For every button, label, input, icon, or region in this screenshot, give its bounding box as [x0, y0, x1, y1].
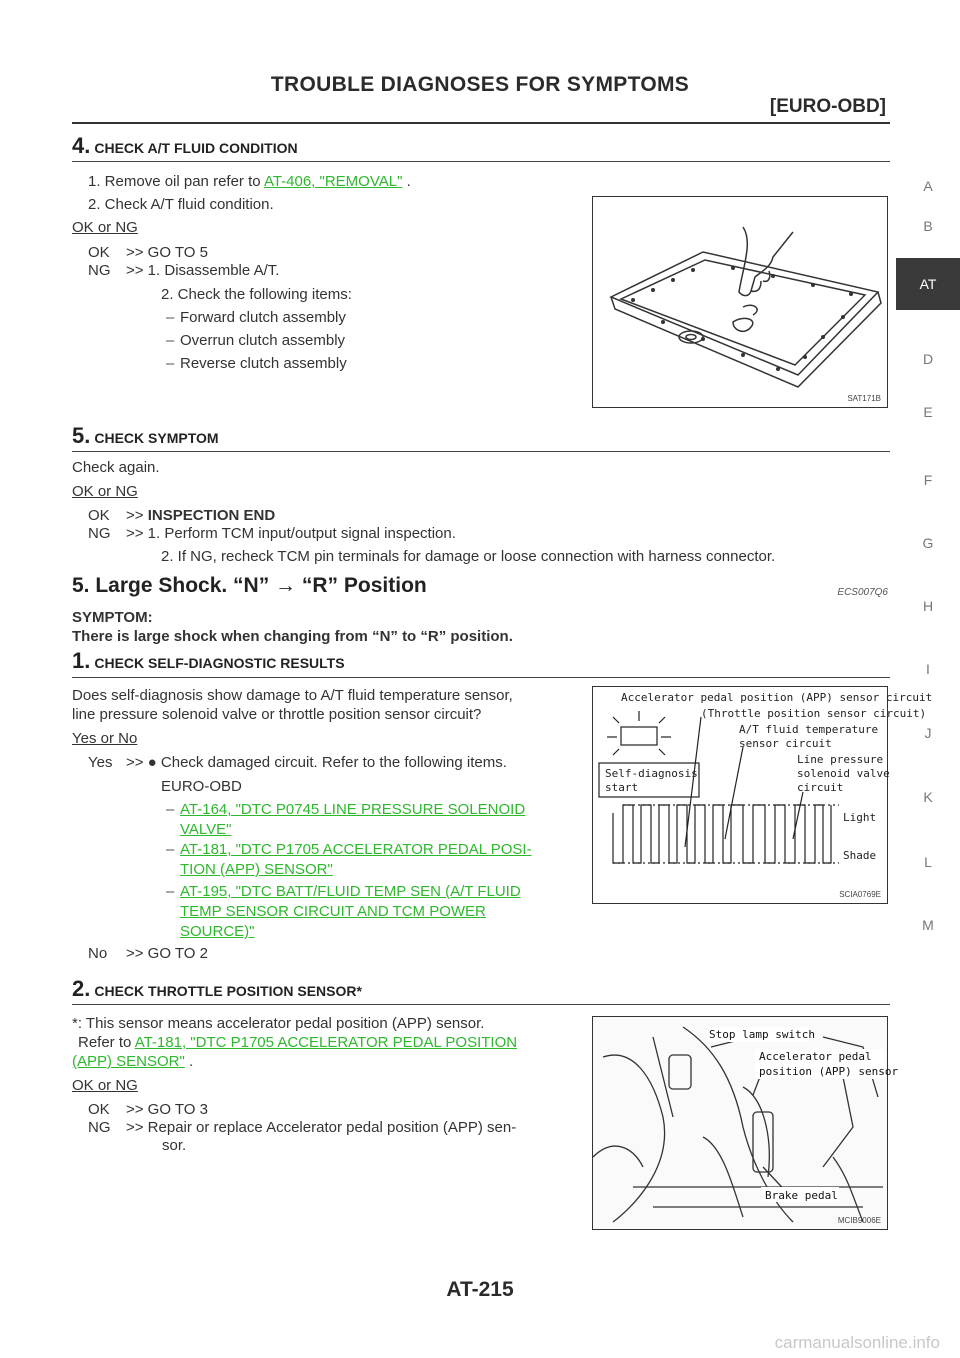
ok-text: >> GO TO 3 — [126, 1101, 208, 1118]
step5-okng: OK or NG — [72, 483, 138, 500]
step4-line2: 2. Check A/T fluid condition. — [88, 196, 274, 213]
fig-label-light: Light — [843, 811, 877, 824]
side-tab-k[interactable]: K — [923, 789, 933, 805]
no-keyword: No — [88, 945, 108, 962]
ok-text: >> GO TO 5 — [126, 244, 208, 261]
step5-rule — [72, 451, 890, 452]
fig-label-lp-1: Line pressure — [797, 753, 884, 766]
step4-line1-post: . — [402, 173, 411, 190]
step4-heading — [72, 133, 298, 159]
step2-number: 2. — [72, 976, 91, 1001]
ok-arrow: >> — [126, 507, 148, 524]
list-item: – AT-181, "DTC P1705 ACCELERATOR PEDAL POSI- TION (APP) SENSOR" — [166, 841, 532, 878]
link-at-181-cont[interactable]: TION (APP) SENSOR" — [180, 861, 333, 878]
figure-caption: SCIA0769E — [839, 890, 881, 899]
page-header-title: TROUBLE DIAGNOSES FOR SYMPTOMS — [270, 73, 690, 96]
refer-post: . — [184, 1053, 194, 1070]
euro-obd-label: EURO-OBD — [161, 778, 242, 795]
link-at-195-cont[interactable]: TEMP SENSOR CIRCUIT AND TCM POWER — [180, 903, 486, 920]
step1-yesno: Yes or No — [72, 730, 138, 747]
ng-text: >> Repair or replace Accelerator pedal position (APP) sen- — [126, 1119, 517, 1136]
fig-label-lp-2: solenoid valve — [797, 767, 890, 780]
step1-heading — [72, 648, 345, 674]
step2-refer-line2 — [72, 1052, 193, 1072]
step2-heading — [72, 976, 362, 1002]
step5-number: 5. — [72, 423, 91, 448]
ng-keyword: NG — [88, 525, 111, 542]
step2-rule — [72, 1004, 890, 1005]
self-diagnosis-diagram — [593, 687, 933, 903]
fig-label-self-1: Self-diagnosis — [605, 767, 698, 780]
list-item: – Reverse clutch assembly — [166, 355, 347, 372]
figure-caption: SAT171B — [847, 394, 881, 403]
list-item-text: Forward clutch assembly — [180, 309, 346, 326]
side-tab-h[interactable]: H — [922, 598, 934, 614]
link-at-181[interactable]: AT-181, "DTC P1705 ACCELERATOR PEDAL POSI- — [180, 841, 532, 858]
link-at-181-app-cont[interactable]: (APP) SENSOR" — [72, 1053, 185, 1070]
section-code: ECS007Q6 — [837, 587, 888, 598]
symptom-text: There is large shock when changing from “N” to “R” position. — [72, 628, 513, 645]
list-item-text: Overrun clutch assembly — [180, 332, 346, 349]
figure-pedal-area — [592, 1016, 899, 1230]
fig-label-app: Accelerator pedal position (APP) sensor circuit — [621, 691, 933, 704]
ok-keyword: OK — [88, 244, 110, 261]
link-at-164-cont[interactable]: VALVE" — [180, 821, 232, 838]
step1-rule — [72, 677, 890, 678]
step5-ng-sub: 2. If NG, recheck TCM pin terminals for damage or loose connection with harness connector. — [161, 548, 776, 565]
step1-no-row — [88, 944, 208, 964]
ok-keyword: OK — [88, 1101, 110, 1118]
refer-text: Refer to — [78, 1034, 135, 1051]
page-number: AT-215 — [446, 1278, 514, 1301]
ng-text: >> 1. Disassemble A/T. — [126, 262, 280, 279]
step5-ok-row — [88, 506, 275, 526]
step1-label: CHECK SELF-DIAGNOSTIC RESULTS — [94, 655, 345, 671]
step4-rule — [72, 161, 890, 162]
step4-label: CHECK A/T FLUID CONDITION — [94, 140, 298, 156]
side-tab-e[interactable]: E — [923, 404, 933, 420]
yes-keyword: Yes — [88, 754, 113, 771]
step4-ng-sub: 2. Check the following items: — [161, 286, 352, 303]
side-tab-m[interactable]: M — [922, 917, 934, 933]
step5-text: Check again. — [72, 459, 160, 476]
list-item-text: Reverse clutch assembly — [180, 355, 347, 372]
list-item: – AT-195, "DTC BATT/FLUID TEMP SEN (A/T FLUID TEMP SENSOR CIRCUIT AND TCM POWER SOURCE)" — [166, 883, 521, 940]
ok-keyword: OK — [88, 507, 110, 524]
link-at-181-app[interactable]: AT-181, "DTC P1705 ACCELERATOR PEDAL POSITION — [134, 1034, 518, 1051]
fig-label-self-2: start — [605, 781, 639, 794]
step4-ok-row — [88, 243, 208, 263]
side-tab-j[interactable]: J — [924, 725, 932, 741]
side-tab-g[interactable]: G — [922, 535, 934, 551]
link-at-406-removal[interactable]: AT-406, "REMOVAL" — [263, 173, 403, 190]
step4-line1 — [88, 172, 411, 192]
step2-ng-text-cont: sor. — [162, 1137, 187, 1154]
fig-label-acc-2: position (APP) sensor — [759, 1065, 899, 1078]
step2-text-line1: *: This sensor means accelerator pedal position (APP) sensor. — [72, 1015, 485, 1032]
pedal-area-illustration — [593, 1017, 899, 1229]
header-rule — [72, 122, 890, 124]
fig-label-brake: Brake pedal — [765, 1189, 838, 1202]
step1-number: 1. — [72, 648, 91, 673]
step5-heading — [72, 423, 219, 449]
side-tab-l[interactable]: L — [924, 854, 932, 870]
step1-text-line2: line pressure solenoid valve or throttle position sensor circuit? — [72, 706, 482, 723]
fig-label-fluid-1: A/T fluid temperature — [739, 723, 879, 736]
link-at-195[interactable]: AT-195, "DTC BATT/FLUID TEMP SEN (A/T FLUID — [180, 883, 521, 900]
ng-keyword: NG — [88, 262, 111, 279]
side-tab-b[interactable]: B — [923, 218, 933, 234]
fig-label-lp-3: circuit — [797, 781, 844, 794]
list-item: – AT-164, "DTC P0745 LINE PRESSURE SOLENOID VALVE" — [166, 801, 526, 838]
step5-label: CHECK SYMPTOM — [94, 430, 219, 446]
fig-label-fluid-2: sensor circuit — [739, 737, 832, 750]
step2-label: CHECK THROTTLE POSITION SENSOR* — [94, 983, 362, 999]
no-text: >> GO TO 2 — [126, 945, 208, 962]
fig-label-tps: (Throttle position sensor circuit) — [701, 707, 927, 720]
side-tab-a[interactable]: A — [923, 178, 933, 194]
step5-ng-row — [88, 524, 456, 544]
ng-keyword: NG — [88, 1119, 111, 1136]
figure-caption: MCIB9006E — [837, 1216, 881, 1225]
list-item: – Overrun clutch assembly — [166, 332, 346, 349]
fig-label-shade: Shade — [843, 849, 877, 862]
section-title: 5. Large Shock. “N” → “R” Position — [72, 574, 427, 597]
fig-label-acc-1: Accelerator pedal — [759, 1050, 872, 1063]
figure-self-diagnosis — [592, 686, 933, 904]
side-tab-at[interactable]: AT — [896, 258, 960, 310]
ng-text: >> 1. Perform TCM input/output signal inspection. — [126, 525, 456, 542]
list-item: – Forward clutch assembly — [166, 309, 346, 326]
symptom-label: SYMPTOM: — [72, 609, 153, 626]
fig-label-stop-lamp: Stop lamp switch — [709, 1028, 815, 1041]
oil-pan-illustration — [593, 197, 887, 407]
link-at-164[interactable]: AT-164, "DTC P0745 LINE PRESSURE SOLENOID — [180, 801, 526, 818]
side-tab-f[interactable]: F — [923, 472, 933, 488]
step4-okng: OK or NG — [72, 219, 138, 236]
step2-okng: OK or NG — [72, 1077, 138, 1094]
watermark: carmanualsonline.info — [774, 1333, 940, 1352]
step2-refer-line1 — [78, 1033, 517, 1053]
side-tab-d[interactable]: D — [922, 351, 934, 367]
step2-ok-row — [88, 1100, 208, 1120]
link-at-195-cont2[interactable]: SOURCE)" — [180, 923, 255, 940]
figure-oil-pan — [592, 196, 888, 408]
yes-text: >> ● Check damaged circuit. Refer to the following items. — [126, 754, 507, 771]
side-tab-i[interactable]: I — [926, 661, 930, 677]
step4-number: 4. — [72, 133, 91, 158]
step4-line1-text: 1. Remove oil pan refer to — [88, 173, 264, 190]
step2-ng-row — [88, 1118, 516, 1138]
page-header-subtitle: [EURO-OBD] — [769, 96, 886, 117]
step1-yes-row — [88, 753, 507, 773]
ok-text: INSPECTION END — [147, 507, 276, 524]
step1-text-line1: Does self-diagnosis show damage to A/T fluid temperature sensor, — [72, 687, 513, 704]
step4-ng-row — [88, 261, 279, 281]
